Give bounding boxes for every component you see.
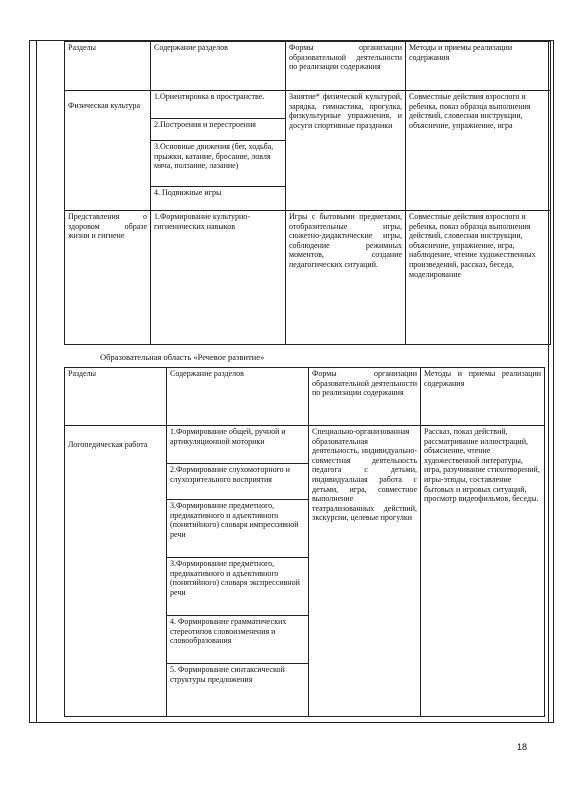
content-item: 4. Формирование грамматических стереотипов словоизменения и словообразования [167,616,308,664]
content-item: 3.Формирование предметного, предикативного и адъективного (понятийного) словаря экспрессивной речи [167,558,308,616]
content-item: 1.Формирование общей, ручной и артикуляционной моторики [167,426,308,464]
table-row [65,91,551,211]
header-cell-sections: Разделы [65,42,151,91]
content-cell [151,91,286,211]
header-cell-forms: Формы организации образовательной деятельности по реализации содержания [286,42,406,91]
header-cell-methods: Методы и приемы реализации содержания [406,42,551,91]
content-item: 2.Формирование слухомоторного и слухозрительного восприятия [167,464,308,500]
header-cell-sections: Разделы [65,368,167,426]
content-item: 3.Формирование предметного, предикативного и адъективного (понятийного) словаря импрессивной речи [167,500,308,558]
content-item: 3.Основные движения (бег, ходьба, прыжки, катание, бросание, ловля мяча, ползание, лазание) [151,141,285,187]
forms-cell: Игры с бытовыми предметами, отобразительные игры, сюжетно-дидактические игры, соблюдение режимных моментов, создание педагогических ситуаций. [286,211,406,345]
section-cell: Представления о здоровом образе жизни и гигиене [65,211,151,345]
table-row [65,211,551,345]
section-title-speech: Образовательная область «Речевое развитие» [100,352,265,362]
methods-cell: Рассказ, показ действий, рассматривание иллюстраций, объяснение, чтение художественной литературы, игра, разучивание стихотворений, игры-этюды, составление бытовых и игровых ситуаций, просмотр видеофильмов, беседы. [421,426,545,717]
speech-development-table [64,367,545,717]
table-header-row [65,368,545,426]
content-cell [167,426,309,717]
section-cell: Логопедическая работа [65,426,167,717]
page-number: 18 [517,742,528,752]
header-cell-forms: Формы организации образовательной деятельности по реализации содержания [309,368,421,426]
forms-cell: Занятие* физической культурой, зарядка, гимнастика, прогулка, физкультурные упражнения, и досуги спортивные праздники [286,91,406,211]
methods-cell: Совместные действия взрослого и ребенка, показ образца выполнения действий, словесная инструкции, объяснение, упражнение, игра, наблюдение, чтение художественных произведений, рассказ, беседа, моделирование [406,211,551,345]
content-cell: 1.Формирование культурно-гигиенических навыков [151,211,286,345]
content-item: 1.Ориентировка в пространстве. [151,91,285,119]
header-cell-content: Содержание разделов [151,42,286,91]
content-item: 5. Формирование синтаксической структуры предложения [170,665,285,684]
section-cell: Физическая культура [65,91,151,211]
table-row [65,426,545,717]
frame-inner-left-rule [36,41,37,722]
table-header-row [65,42,551,91]
content-item: 4. Подвижные игры [154,188,222,197]
header-cell-content: Содержание разделов [167,368,309,426]
methods-cell: Совместные действия взрослого и ребенка, показ образца выполнения действий, словесная инструкции, объяснение, упражнение, игра [406,91,551,211]
forms-cell: Специально-организованная образовательная деятельность, индивидуально-совместная деятельность педагога с детьми, индивидуальная работа с детьми, игра, совместное выполнение театрализованных действий, экскурсии, целевые прогулки [309,426,421,717]
content-item: 2.Построения и перестроения [151,119,285,141]
physical-culture-table [64,41,551,345]
header-cell-methods: Методы и приемы реализации содержания [421,368,545,426]
